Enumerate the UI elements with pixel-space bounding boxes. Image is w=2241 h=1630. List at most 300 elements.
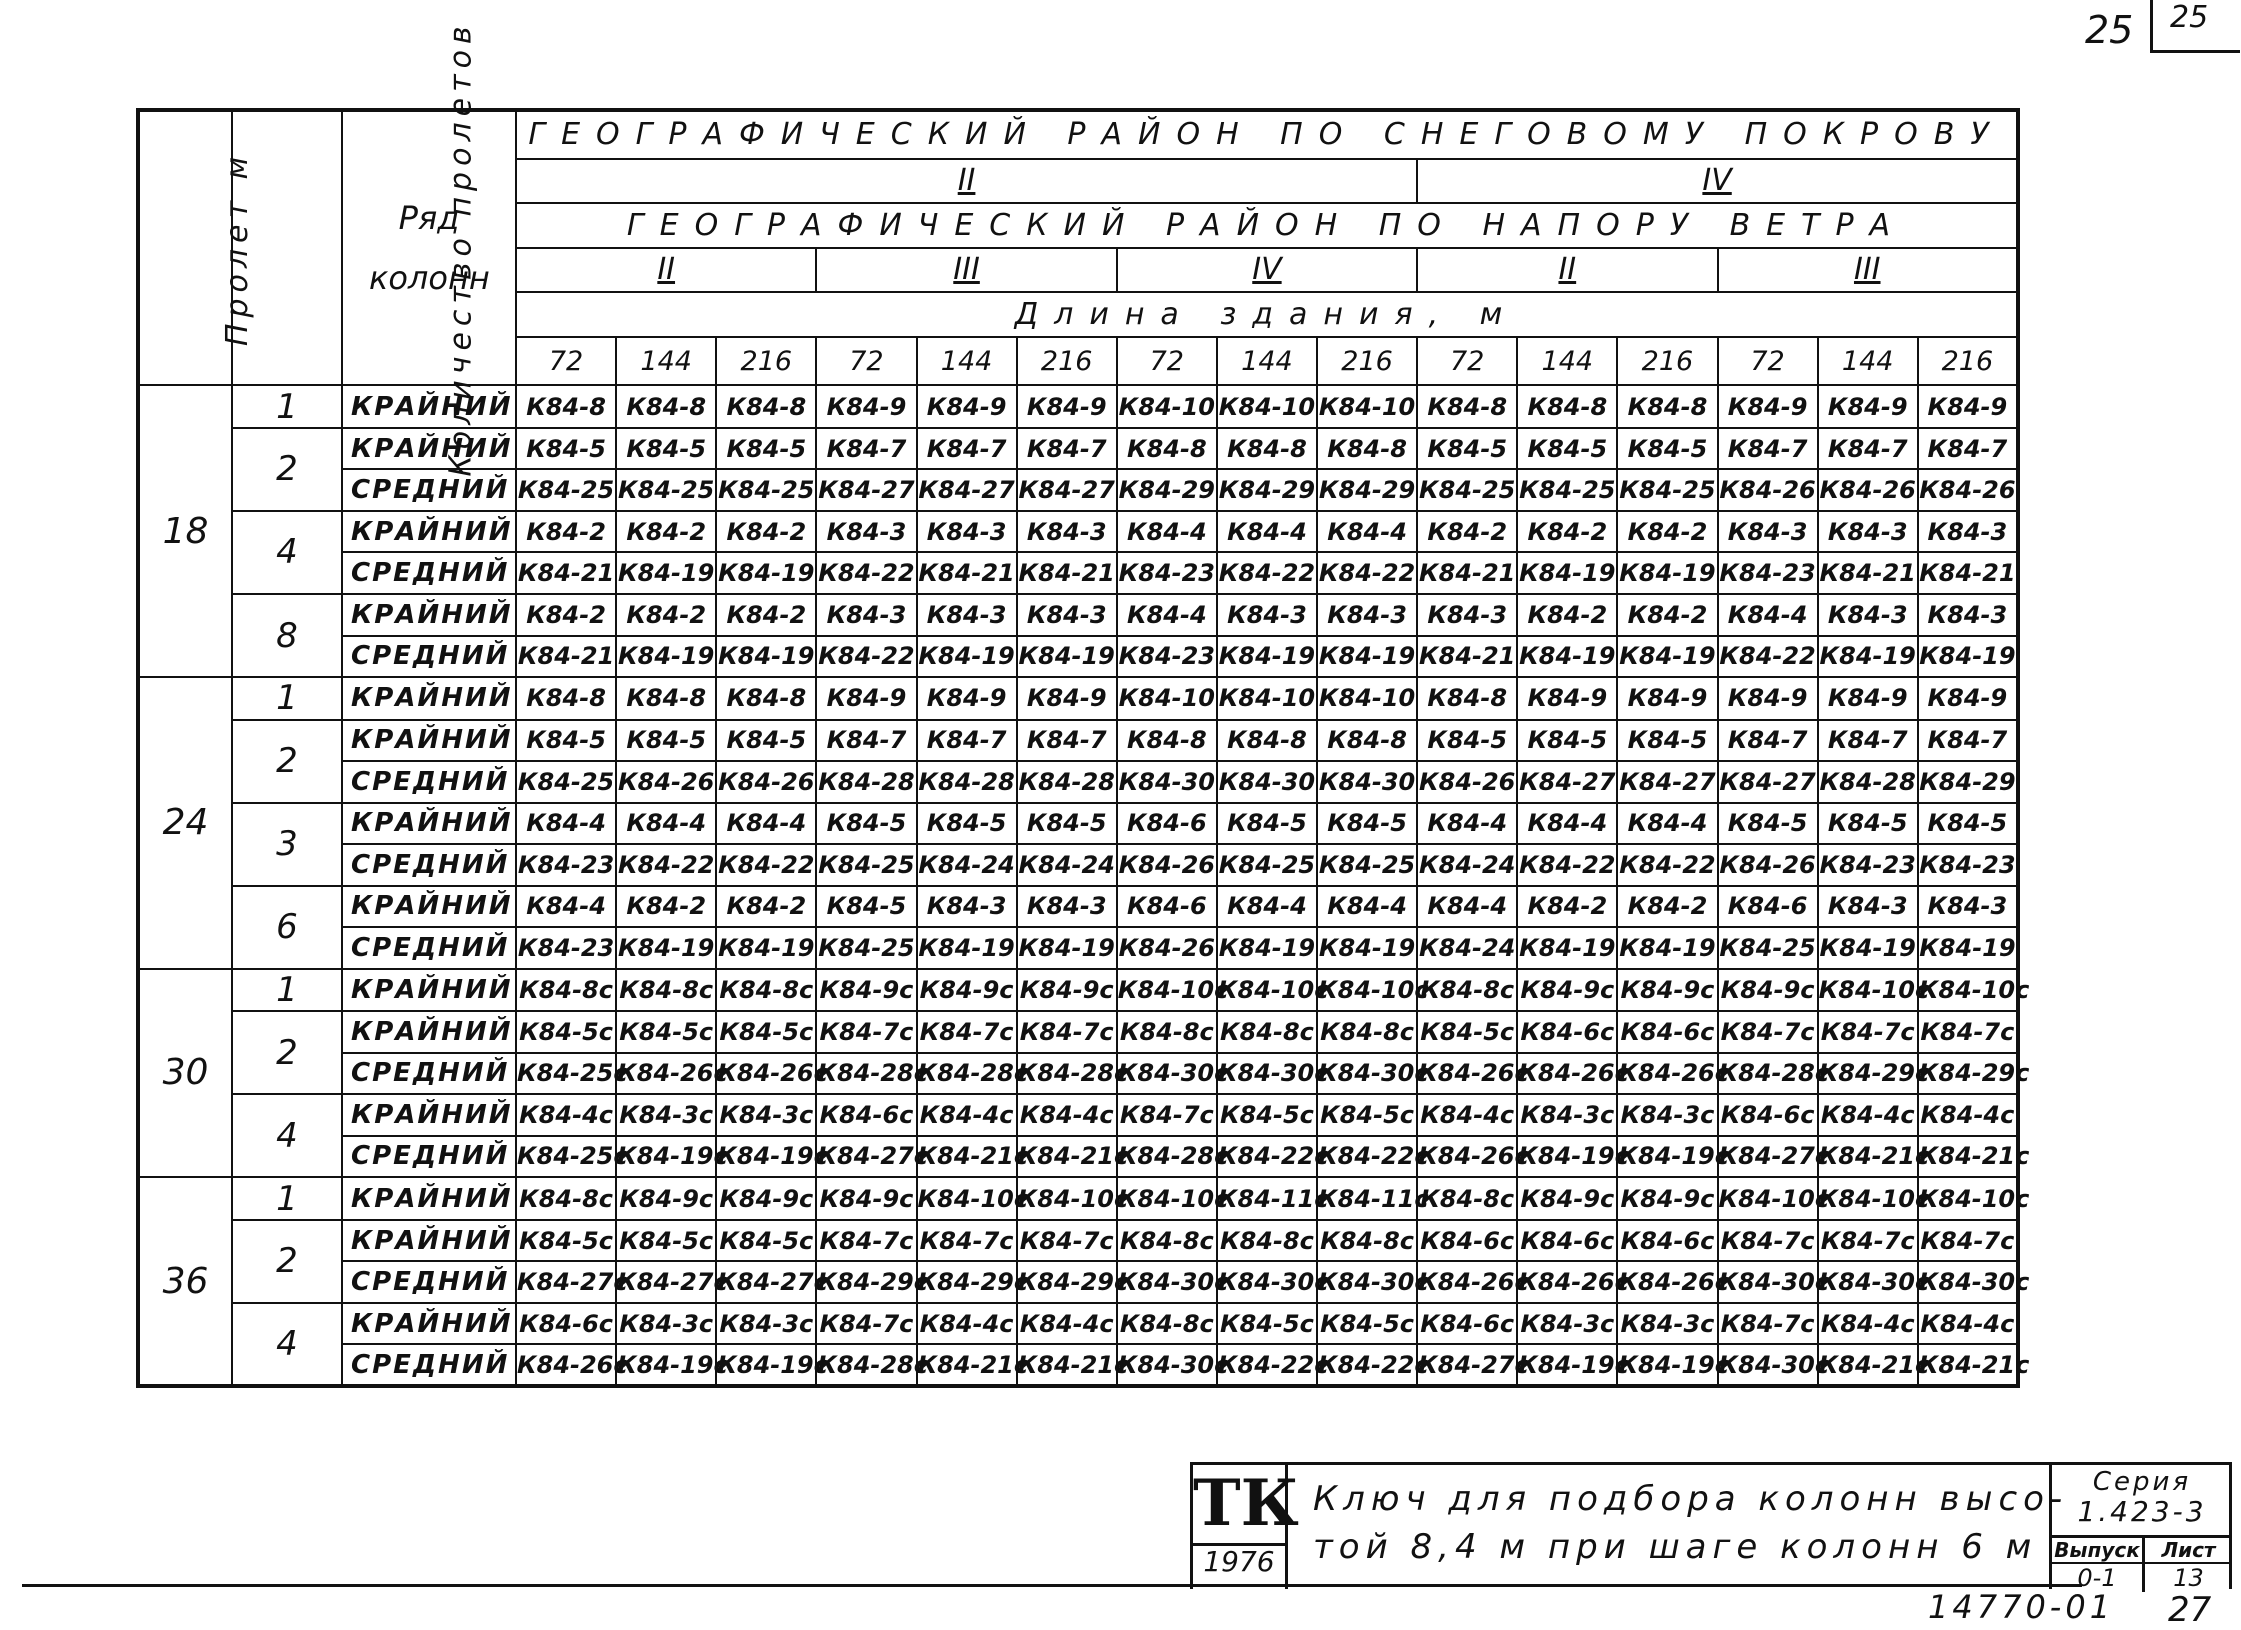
column-mark-cell: К84-4с [1017, 1303, 1117, 1345]
column-mark-cell: К84-8 [1217, 720, 1317, 762]
header-length-value: 72 [1718, 337, 1818, 386]
column-mark-cell: К84-3с [1617, 1303, 1717, 1345]
span-count: 1 [232, 677, 342, 720]
column-mark-cell: К84-9 [1718, 385, 1818, 428]
column-mark-cell: К84-8 [716, 677, 816, 720]
column-mark-cell: К84-10с [1317, 969, 1417, 1012]
column-mark-cell: К84-30с [1718, 1344, 1818, 1386]
table-row [138, 1177, 2018, 1220]
column-mark-cell: К84-2 [616, 886, 716, 928]
header-snow-IV: IV [1417, 159, 2018, 204]
column-mark-cell: К84-9 [1617, 677, 1717, 720]
column-mark-cell: К84-23 [516, 844, 616, 886]
column-mark-cell: К84-2 [1617, 594, 1717, 636]
column-mark-cell: К84-10 [1317, 385, 1417, 428]
drawing-title [1313, 1475, 2133, 1571]
column-mark-cell: К84-4 [516, 803, 616, 845]
column-mark-cell: К84-9с [816, 1177, 916, 1220]
span-count: 6 [232, 886, 342, 969]
column-mark-cell: К84-8с [516, 969, 616, 1012]
column-mark-cell: К84-7 [1718, 428, 1818, 470]
column-mark-cell: К84-4 [1217, 511, 1317, 553]
column-mark-cell: К84-21 [516, 636, 616, 678]
column-mark-cell: К84-2 [716, 594, 816, 636]
column-mark-cell: К84-27с [816, 1136, 916, 1178]
column-mark-cell: К84-19с [716, 1136, 816, 1178]
column-mark-cell: К84-5с [1317, 1303, 1417, 1345]
header-building-length: Длина здания, м [516, 292, 2018, 337]
table-row [138, 803, 2018, 845]
column-mark-cell: К84-29с [1818, 1053, 1918, 1095]
column-mark-cell: К84-7с [1818, 1220, 1918, 1262]
column-mark-cell: К84-2 [1517, 511, 1617, 553]
span-count: 1 [232, 385, 342, 428]
column-row-type: КРАЙНИЙ [342, 1011, 516, 1053]
column-mark-cell: К84-4с [1918, 1303, 2018, 1345]
drawing-title-line2: той 8,4 м при шаге колонн 6 м [1313, 1527, 2038, 1567]
column-mark-cell: К84-6с [1718, 1094, 1818, 1136]
column-mark-cell: К84-10с [1718, 1177, 1818, 1220]
header-wind-group: II [516, 248, 816, 293]
column-mark-cell: К84-5 [816, 803, 916, 845]
column-mark-cell: К84-10с [1117, 1177, 1217, 1220]
column-mark-cell: К84-4с [917, 1303, 1017, 1345]
column-mark-cell: К84-7 [917, 720, 1017, 762]
column-mark-cell: К84-5 [616, 428, 716, 470]
header-length-value: 144 [616, 337, 716, 386]
column-mark-cell: К84-30 [1117, 761, 1217, 803]
column-mark-cell: К84-9 [1918, 385, 2018, 428]
column-mark-cell: К84-22 [1217, 552, 1317, 594]
table-row [138, 1303, 2018, 1345]
column-mark-cell: К84-9 [1818, 385, 1918, 428]
table-row [138, 1136, 2018, 1178]
column-mark-cell: К84-21 [1417, 636, 1517, 678]
column-mark-cell: К84-29 [1317, 469, 1417, 511]
column-mark-cell: К84-6с [816, 1094, 916, 1136]
column-mark-cell: К84-25 [616, 469, 716, 511]
column-mark-cell: К84-26с [716, 1053, 816, 1095]
column-mark-cell: К84-29 [1918, 761, 2018, 803]
column-mark-cell: К84-5 [1517, 720, 1617, 762]
table-row [138, 886, 2018, 928]
column-mark-cell: К84-21с [1017, 1344, 1117, 1386]
column-row-type: СРЕДНИЙ [342, 636, 516, 678]
column-mark-cell: К84-22 [1517, 844, 1617, 886]
column-mark-cell: К84-23 [1117, 552, 1217, 594]
column-mark-cell: К84-2 [716, 886, 816, 928]
column-mark-cell: К84-10с [1818, 1177, 1918, 1220]
issue-label: Выпуск [2052, 1538, 2142, 1564]
column-mark-cell: К84-7 [1918, 428, 2018, 470]
column-mark-cell: К84-3 [1017, 594, 1117, 636]
span-count: 1 [232, 969, 342, 1012]
column-row-type: КРАЙНИЙ [342, 720, 516, 762]
column-mark-cell: К84-21с [1918, 1344, 2018, 1386]
column-mark-cell: К84-5 [516, 428, 616, 470]
table-row [138, 969, 2018, 1012]
column-mark-cell: К84-26с [516, 1344, 616, 1386]
column-mark-cell: К84-30с [1117, 1261, 1217, 1303]
column-mark-cell: К84-19 [616, 552, 716, 594]
column-mark-cell: К84-6с [1517, 1220, 1617, 1262]
column-mark-cell: К84-8с [1117, 1303, 1217, 1345]
column-mark-cell: К84-10с [1818, 969, 1918, 1012]
span-count: 2 [232, 428, 342, 511]
table-row [138, 385, 2018, 428]
table-row [138, 677, 2018, 720]
column-mark-cell: К84-26 [1117, 844, 1217, 886]
column-mark-cell: К84-10с [1918, 969, 2018, 1012]
header-column-row: Ряд колонн [342, 110, 516, 385]
column-mark-cell: К84-10 [1117, 677, 1217, 720]
column-mark-cell: К84-8с [1417, 1177, 1517, 1220]
span-value: 18 [138, 385, 232, 677]
column-mark-cell: К84-19с [1517, 1136, 1617, 1178]
column-mark-cell: К84-21с [1818, 1344, 1918, 1386]
column-mark-cell: К84-7 [1017, 720, 1117, 762]
column-mark-cell: К84-5 [1017, 803, 1117, 845]
column-mark-cell: К84-30 [1317, 761, 1417, 803]
column-mark-cell: К84-26с [1617, 1261, 1717, 1303]
column-mark-cell: К84-21с [1918, 1136, 2018, 1178]
column-row-type: СРЕДНИЙ [342, 1053, 516, 1095]
table-row [138, 594, 2018, 636]
column-mark-cell: К84-2 [616, 511, 716, 553]
series-value: 1.423-3 [2077, 1495, 2207, 1528]
column-mark-cell: К84-28с [816, 1344, 916, 1386]
column-mark-cell: К84-19 [616, 927, 716, 969]
column-mark-cell: К84-7 [1718, 720, 1818, 762]
span-count: 2 [232, 720, 342, 803]
column-row-type: КРАЙНИЙ [342, 385, 516, 428]
column-mark-cell: К84-7с [1918, 1220, 2018, 1262]
table-row [138, 636, 2018, 678]
header-length-value: 144 [1217, 337, 1317, 386]
column-mark-cell: К84-7с [1017, 1220, 1117, 1262]
column-mark-cell: К84-3с [716, 1303, 816, 1345]
column-mark-cell: К84-30с [1117, 1053, 1217, 1095]
issue-cell [2052, 1538, 2145, 1592]
column-mark-cell: К84-25с [516, 1136, 616, 1178]
corner-frame-vertical [2150, 0, 2153, 52]
column-mark-cell: К84-7с [1718, 1220, 1818, 1262]
header-wind-group: III [1718, 248, 2019, 293]
column-mark-cell: К84-19 [1017, 927, 1117, 969]
column-mark-cell: К84-2 [616, 594, 716, 636]
column-mark-cell: К84-26с [616, 1053, 716, 1095]
column-mark-cell: К84-3 [1818, 511, 1918, 553]
column-mark-cell: К84-9с [816, 969, 916, 1012]
span-count: 4 [232, 1094, 342, 1177]
table-row [138, 1220, 2018, 1262]
column-mark-cell: К84-19 [1517, 927, 1617, 969]
column-mark-cell: К84-21 [917, 552, 1017, 594]
column-mark-cell: К84-5 [917, 803, 1017, 845]
column-mark-cell: К84-19 [616, 636, 716, 678]
header-wind-group: III [816, 248, 1116, 293]
column-mark-cell: К84-26 [1417, 761, 1517, 803]
column-mark-cell: К84-19 [1317, 927, 1417, 969]
document-number: 14770-01 [1928, 1588, 2115, 1626]
column-mark-cell: К84-8с [616, 969, 716, 1012]
column-mark-cell: К84-11с [1217, 1177, 1317, 1220]
column-mark-cell: К84-29 [1117, 469, 1217, 511]
column-mark-cell: К84-30с [1217, 1053, 1317, 1095]
column-mark-cell: К84-22с [1217, 1136, 1317, 1178]
column-mark-cell: К84-5 [1617, 720, 1717, 762]
span-value: 24 [138, 677, 232, 969]
column-mark-cell: К84-6 [1718, 886, 1818, 928]
column-mark-cell: К84-4с [1017, 1094, 1117, 1136]
column-mark-cell: К84-26с [1517, 1053, 1617, 1095]
column-mark-cell: К84-19 [716, 552, 816, 594]
table-row [138, 761, 2018, 803]
column-row-type: КРАЙНИЙ [342, 1220, 516, 1262]
corner-number-handwritten: 25 [2085, 8, 2134, 52]
column-mark-cell: К84-8 [616, 677, 716, 720]
column-mark-cell: К84-28с [917, 1053, 1017, 1095]
column-mark-cell: К84-7с [816, 1011, 916, 1053]
header-span: Пролет м [138, 110, 232, 385]
column-mark-cell: К84-19 [1317, 636, 1417, 678]
column-mark-cell: К84-2 [1517, 594, 1617, 636]
column-row-type: КРАЙНИЙ [342, 803, 516, 845]
table-row [138, 844, 2018, 886]
column-mark-cell: К84-7с [1718, 1303, 1818, 1345]
column-mark-cell: К84-5с [1417, 1011, 1517, 1053]
column-mark-cell: К84-25 [516, 469, 616, 511]
column-mark-cell: К84-4с [1818, 1303, 1918, 1345]
header-quantity: Количество пролетов [232, 110, 342, 385]
column-mark-cell: К84-8 [1117, 720, 1217, 762]
column-mark-cell: К84-4 [1217, 886, 1317, 928]
column-mark-cell: К84-19 [1617, 636, 1717, 678]
column-mark-cell: К84-2 [1617, 886, 1717, 928]
column-mark-cell: К84-27с [1718, 1136, 1818, 1178]
column-mark-cell: К84-9с [1718, 969, 1818, 1012]
column-mark-cell: К84-7 [816, 720, 916, 762]
column-mark-cell: К84-5 [1517, 428, 1617, 470]
column-mark-cell: К84-5с [516, 1220, 616, 1262]
column-mark-cell: К84-9с [917, 969, 1017, 1012]
header-snow-region: ГЕОГРАФИЧЕСКИЙ РАЙОН ПО СНЕГОВОМУ ПОКРОВУ [516, 110, 2018, 159]
column-mark-cell: К84-10с [1017, 1177, 1117, 1220]
header-length-value: 72 [516, 337, 616, 386]
column-mark-cell: К84-8 [1117, 428, 1217, 470]
column-mark-cell: К84-28 [816, 761, 916, 803]
column-mark-cell: К84-19с [716, 1344, 816, 1386]
column-row-type: КРАЙНИЙ [342, 1094, 516, 1136]
logo-year: 1976 [1203, 1545, 1275, 1578]
series-label: Серия [2092, 1467, 2192, 1497]
column-mark-cell: К84-9 [1017, 677, 1117, 720]
column-mark-cell: К84-19 [1818, 927, 1918, 969]
column-mark-cell: К84-9с [716, 1177, 816, 1220]
column-mark-cell: К84-19 [1617, 927, 1717, 969]
header-length-value: 144 [1517, 337, 1617, 386]
column-mark-cell: К84-5 [716, 720, 816, 762]
column-mark-cell: К84-5с [516, 1011, 616, 1053]
column-mark-cell: К84-9с [1517, 969, 1617, 1012]
column-row-type: СРЕДНИЙ [342, 844, 516, 886]
column-mark-cell: К84-25 [1217, 844, 1317, 886]
drawing-title-line1: Ключ для подбора колонн высо- [1313, 1479, 2069, 1519]
column-mark-cell: К84-9 [1818, 677, 1918, 720]
column-mark-cell: К84-26 [1918, 469, 2018, 511]
column-mark-cell: К84-27с [616, 1261, 716, 1303]
column-mark-cell: К84-19с [1617, 1136, 1717, 1178]
column-mark-cell: К84-2 [1617, 511, 1717, 553]
document-page: 27 [2168, 1590, 2212, 1630]
logo-box [1193, 1465, 1299, 1589]
span-count: 4 [232, 1303, 342, 1386]
column-mark-cell: К84-28с [1017, 1053, 1117, 1095]
column-mark-cell: К84-26с [1617, 1053, 1717, 1095]
column-mark-cell: К84-7 [917, 428, 1017, 470]
title-block [1190, 1462, 2232, 1592]
column-mark-cell: К84-7 [816, 428, 916, 470]
column-mark-cell: К84-22 [1317, 552, 1417, 594]
column-mark-cell: К84-30с [1117, 1344, 1217, 1386]
column-mark-cell: К84-4 [1517, 803, 1617, 845]
column-mark-cell: К84-9с [1017, 969, 1117, 1012]
table-row [138, 1261, 2018, 1303]
column-mark-cell: К84-9 [1517, 677, 1617, 720]
column-mark-cell: К84-5с [716, 1220, 816, 1262]
column-mark-cell: К84-8с [1217, 1011, 1317, 1053]
column-mark-cell: К84-6с [1417, 1303, 1517, 1345]
header-length-value: 72 [1417, 337, 1517, 386]
column-mark-cell: К84-4с [1417, 1094, 1517, 1136]
column-mark-cell: К84-26с [1417, 1261, 1517, 1303]
column-mark-cell: К84-8с [1417, 969, 1517, 1012]
column-mark-cell: К84-5 [1818, 803, 1918, 845]
column-mark-cell: К84-5 [1417, 720, 1517, 762]
issue-value: 0-1 [2077, 1564, 2117, 1592]
column-mark-cell: К84-7с [1718, 1011, 1818, 1053]
column-mark-cell: К84-8с [1117, 1220, 1217, 1262]
column-mark-cell: К84-28с [1117, 1136, 1217, 1178]
header-length-value: 72 [1117, 337, 1217, 386]
column-mark-cell: К84-3 [1818, 594, 1918, 636]
column-mark-cell: К84-8 [1417, 677, 1517, 720]
table-row [138, 1011, 2018, 1053]
series-box [2049, 1465, 2232, 1592]
column-mark-cell: К84-3 [816, 594, 916, 636]
column-mark-cell: К84-9 [1718, 677, 1818, 720]
column-mark-cell: К84-22 [1617, 844, 1717, 886]
column-mark-cell: К84-5 [1918, 803, 2018, 845]
column-mark-cell: К84-29с [1918, 1053, 2018, 1095]
column-mark-cell: К84-10 [1217, 677, 1317, 720]
column-mark-cell: К84-3с [1617, 1094, 1717, 1136]
column-mark-cell: К84-27с [516, 1261, 616, 1303]
column-mark-cell: К84-4 [516, 886, 616, 928]
span-count: 4 [232, 511, 342, 594]
column-mark-cell: К84-7 [1017, 428, 1117, 470]
column-mark-cell: К84-4с [1918, 1094, 2018, 1136]
column-mark-cell: К84-2 [1517, 886, 1617, 928]
column-mark-cell: К84-8 [516, 385, 616, 428]
column-mark-cell: К84-29с [917, 1261, 1017, 1303]
column-mark-cell: К84-30 [1217, 761, 1317, 803]
column-mark-cell: К84-19с [1617, 1344, 1717, 1386]
column-mark-cell: К84-3 [1718, 511, 1818, 553]
column-mark-cell: К84-22 [816, 552, 916, 594]
span-value: 30 [138, 969, 232, 1178]
column-row-type: КРАЙНИЙ [342, 594, 516, 636]
column-mark-cell: К84-8 [1517, 385, 1617, 428]
column-mark-cell: К84-8с [716, 969, 816, 1012]
column-mark-cell: К84-4с [516, 1094, 616, 1136]
column-mark-cell: К84-28 [1818, 761, 1918, 803]
column-mark-cell: К84-21 [516, 552, 616, 594]
column-mark-cell: К84-8 [1217, 428, 1317, 470]
column-row-type: КРАЙНИЙ [342, 511, 516, 553]
column-mark-cell: К84-9 [1918, 677, 2018, 720]
column-mark-cell: К84-30с [1217, 1261, 1317, 1303]
header-length-value: 216 [716, 337, 816, 386]
column-row-type: СРЕДНИЙ [342, 1344, 516, 1386]
column-mark-cell: К84-7 [1818, 428, 1918, 470]
column-mark-cell: К84-25 [1617, 469, 1717, 511]
column-mark-cell: К84-2 [716, 511, 816, 553]
column-mark-cell: К84-9 [917, 385, 1017, 428]
column-mark-cell: К84-22 [616, 844, 716, 886]
column-mark-cell: К84-30с [1818, 1261, 1918, 1303]
column-mark-cell: К84-19с [616, 1344, 716, 1386]
column-mark-cell: К84-25 [816, 844, 916, 886]
column-row-type: КРАЙНИЙ [342, 969, 516, 1012]
column-mark-cell: К84-10с [1918, 1177, 2018, 1220]
column-mark-cell: К84-7с [816, 1220, 916, 1262]
table-row [138, 552, 2018, 594]
column-mark-cell: К84-26с [1417, 1136, 1517, 1178]
column-mark-cell: К84-4 [1617, 803, 1717, 845]
column-mark-cell: К84-8 [1317, 428, 1417, 470]
span-count: 3 [232, 803, 342, 886]
column-mark-cell: К84-28 [917, 761, 1017, 803]
column-mark-cell: К84-3с [1517, 1303, 1617, 1345]
header-length-value: 216 [1617, 337, 1717, 386]
column-row-type: КРАЙНИЙ [342, 1303, 516, 1345]
column-row-type: КРАЙНИЙ [342, 677, 516, 720]
column-mark-cell: К84-5 [1217, 803, 1317, 845]
column-mark-cell: К84-5с [616, 1011, 716, 1053]
span-count: 1 [232, 1177, 342, 1220]
table-row [138, 1344, 2018, 1386]
column-mark-cell: К84-30с [1317, 1261, 1417, 1303]
column-mark-cell: К84-24 [1017, 844, 1117, 886]
table-row [138, 720, 2018, 762]
column-mark-cell: К84-5 [1317, 803, 1417, 845]
column-mark-cell: К84-7 [1918, 720, 2018, 762]
issue-sheet-box [2052, 1535, 2232, 1592]
column-mark-cell: К84-10с [1217, 969, 1317, 1012]
column-mark-cell: К84-27 [1517, 761, 1617, 803]
column-mark-cell: К84-6с [1617, 1220, 1717, 1262]
column-mark-cell: К84-6с [1517, 1011, 1617, 1053]
column-mark-cell: К84-25 [1317, 844, 1417, 886]
column-row-type: СРЕДНИЙ [342, 927, 516, 969]
column-mark-cell: К84-9с [1617, 1177, 1717, 1220]
column-mark-cell: К84-7с [816, 1303, 916, 1345]
column-mark-cell: К84-8 [1317, 720, 1417, 762]
column-mark-cell: К84-29с [1017, 1261, 1117, 1303]
table-row [138, 927, 2018, 969]
column-mark-cell: К84-5 [1718, 803, 1818, 845]
